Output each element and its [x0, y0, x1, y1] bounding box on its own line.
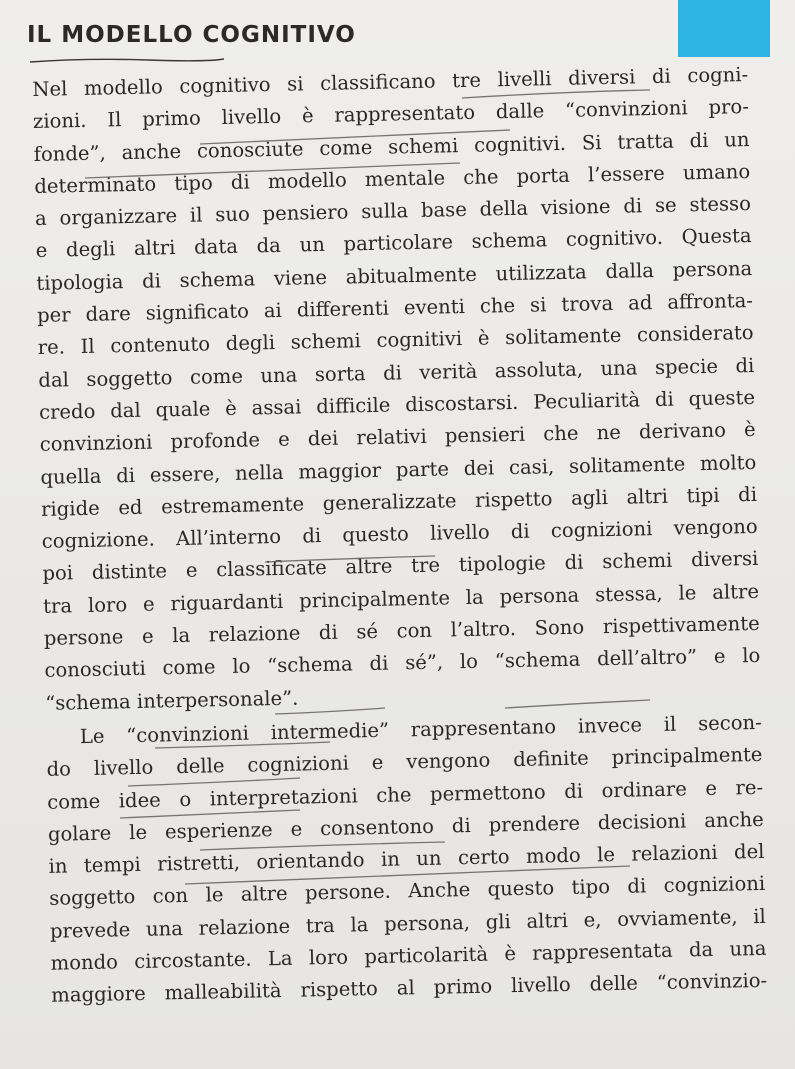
text-line: fonde”, anche conosciute come schemi cognitivi. Si tratta di un	[33, 127, 750, 166]
paragraph-2	[46, 707, 768, 1013]
text-line: convinzioni profonde e dei relativi pensieri che ne derivano è	[39, 418, 756, 457]
text-line: rigide ed estremamente generalizzate rispetto agli altri tipi di	[40, 482, 758, 521]
text-line: poi distinte e classificate altre tre tipologie di schemi diversi	[42, 547, 759, 586]
text-line: “schema interpersonale”.	[44, 686, 299, 715]
text-line: tipologia di schema viene abitualmente utilizzata dalla persona	[36, 256, 753, 295]
text-line: zioni. Il primo livello è rappresentato dalle “convinzioni pro-	[32, 95, 750, 134]
text-line: e degli altri data da un particolare schema cognitivo. Questa	[35, 224, 752, 263]
heading-underline	[28, 56, 228, 66]
text-line: conosciuti come lo “schema di sé”, lo “schema dell’altro” e lo	[44, 644, 761, 683]
text-line: tra loro e riguardanti principalmente la persona stessa, le altre	[42, 579, 760, 618]
text-line: come idee o interpretazioni che permettono di ordinare e re-	[47, 775, 764, 814]
text-line: golare le esperienze e consentono di prendere decisioni anche	[47, 807, 765, 846]
text-line: mondo circostante. La loro particolarità è rappresentata da una	[50, 936, 767, 975]
section-heading: IL MODELLO COGNITIVO	[27, 22, 356, 48]
text-line: soggetto con le altre persone. Anche questo tipo di cognizioni	[49, 872, 766, 911]
text-line: quella di essere, nella maggior parte dei casi, solitamente molto	[40, 450, 757, 489]
text-line: re. Il contenuto degli schemi cognitivi è solitamente considerato	[37, 321, 754, 360]
body-text	[32, 59, 767, 1012]
text-line: a organizzare il suo pensiero sulla base della visione di se stesso	[34, 192, 752, 231]
text-line: dal soggetto come una sorta di verità assoluta, una specie di	[38, 353, 755, 392]
text-line: in tempi ristretti, orientando in un certo modo le relazioni del	[48, 839, 765, 878]
text-line: maggiore malleabilità rispetto al primo livello delle “convinzio-	[51, 969, 768, 1008]
text-line: do livello delle cognizioni e vengono definite principalmente	[46, 743, 763, 782]
paragraph-1	[32, 59, 761, 720]
text-line: Nel modello cognitivo si classificano tre livelli diversi di cogni-	[32, 63, 749, 101]
text-line: per dare significato ai differenti eventi che si trova ad affronta-	[36, 289, 754, 328]
text-line: prevede una relazione tra la persona, gli altri e, ovviamente, il	[49, 904, 767, 943]
text-line: credo dal quale è assai difficile discostarsi. Peculiarità di queste	[38, 385, 756, 424]
text-line: determinato tipo di modello mentale che porta l’essere umano	[34, 159, 751, 198]
text-line: Le “convinzioni intermedie” rappresentano invece il secon-	[79, 710, 762, 749]
text-line: cognizione. All’interno di questo livello di cognizioni vengono	[41, 515, 758, 554]
sticky-note-bookmark	[678, 0, 770, 57]
text-line: persone e la relazione di sé con l’altro. Sono rispettivamente	[43, 611, 760, 650]
